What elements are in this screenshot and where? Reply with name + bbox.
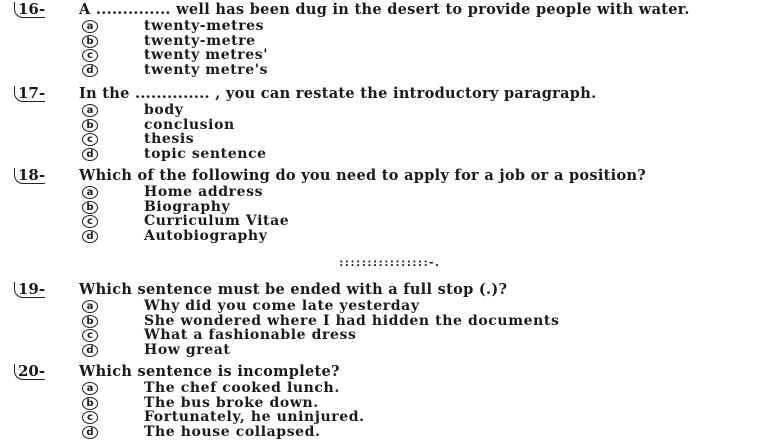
question-number: 19- [14,282,45,298]
option-text: twenty-metres [144,18,265,34]
question-17 [0,86,779,162]
option-c [0,328,779,343]
question-number: 20- [14,364,45,380]
option-text: Autobiography [144,228,268,245]
option-letter: c [82,49,98,62]
question-text: Which of the following do you need to apply for a job or a position? [79,167,647,184]
question-text: In the .............. , you can restate the introductory paragraph. [79,85,597,102]
option-a [0,19,779,34]
option-a [0,185,779,200]
option-text: The chef cooked lunch. [144,380,340,396]
option-a [0,103,779,118]
question-20 [0,364,779,440]
option-letter: b [82,201,98,214]
option-text: twenty-metre [144,32,256,49]
option-c [0,48,779,63]
option-letter: c [82,329,98,342]
option-d [0,425,779,440]
option-text: What a fashionable dress [144,327,357,344]
option-letter: d [82,230,98,243]
option-b [0,34,779,49]
option-letter: d [82,344,98,357]
option-text: twenty metres' [144,47,269,64]
option-text: body [144,102,184,118]
option-letter: a [82,382,98,395]
option-letter: d [82,426,98,439]
section-divider: ::::::::::::::::-. [338,256,440,269]
option-c [0,410,779,425]
question-number: 16- [14,2,45,18]
option-text: Why did you come late yesterday [144,298,420,314]
option-letter: b [82,35,98,48]
option-letter: a [82,186,98,199]
option-letter: c [82,411,98,424]
option-letter: b [82,397,98,410]
option-text: topic sentence [144,146,267,163]
option-text: twenty metre's [144,62,269,79]
question-text: Which sentence must be ended with a full stop (.)? [79,281,508,298]
question-number: 18- [14,168,45,184]
option-text: She wondered where I had hidden the documents [144,312,560,329]
option-c [0,132,779,147]
option-text: Biography [144,198,231,215]
option-text: The bus broke down. [144,394,319,411]
option-text: The house collapsed. [144,424,321,440]
option-text: Fortunately, he uninjured. [144,409,365,426]
option-letter: d [82,148,98,161]
question-text: A .............. well has been dug in the desert to provide people with water. [79,1,690,18]
option-b [0,200,779,215]
option-d [0,63,779,78]
option-d [0,147,779,162]
question-number: 17- [14,86,45,102]
option-b [0,396,779,411]
option-letter: c [82,133,98,146]
question-text: Which sentence is incomplete? [79,363,340,380]
option-text: Home address [144,184,264,200]
option-a [0,299,779,314]
option-letter: b [82,315,98,328]
option-d [0,343,779,358]
question-19 [0,282,779,358]
option-text: How great [144,342,231,359]
option-letter: a [82,104,98,117]
option-text: thesis [144,131,195,148]
option-letter: a [82,20,98,33]
option-letter: a [82,300,98,313]
question-18 [0,168,779,244]
option-b [0,118,779,133]
option-letter: d [82,64,98,77]
option-c [0,214,779,229]
option-text: conclusion [144,116,235,133]
option-a [0,381,779,396]
option-letter: b [82,119,98,132]
option-b [0,314,779,329]
option-letter: c [82,215,98,228]
option-text: Curriculum Vitae [144,213,290,230]
option-d [0,229,779,244]
question-16 [0,2,779,78]
